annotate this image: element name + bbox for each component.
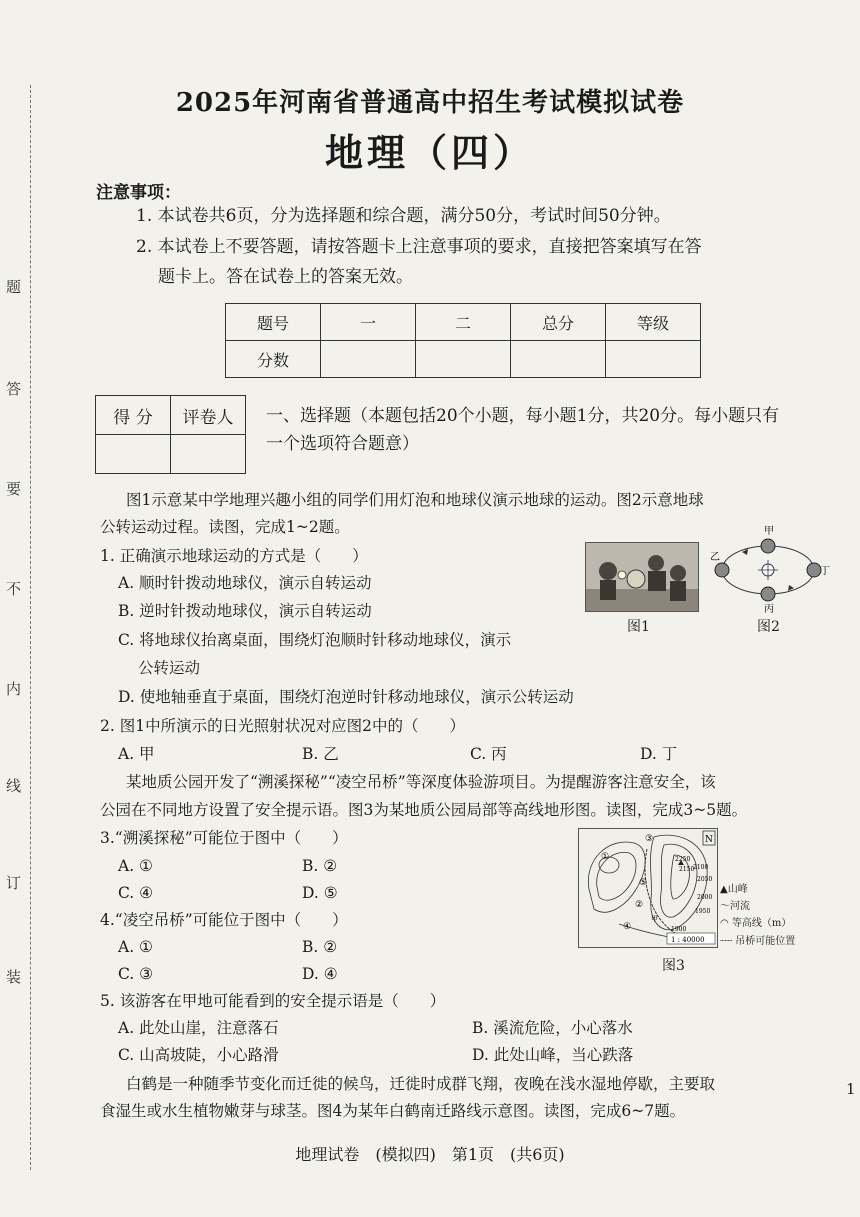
question-5-option-a[interactable]: A. 此处山崖，注意落石 xyxy=(118,1019,279,1037)
intro-q6-7: 白鹤是一种随季节变化而迁徙的候鸟，迁徙时成群飞翔，夜晚在浅水湿地停歇，主要取 xyxy=(126,1075,716,1093)
score-cell[interactable] xyxy=(606,341,701,378)
binding-char: 要 xyxy=(6,480,22,498)
question-3-option-b[interactable]: B. ② xyxy=(302,857,338,875)
exam-title: 2025年河南省普通高中招生考试模拟试卷 xyxy=(175,88,685,118)
intro-q6-7-cont: 食湿生或水生植物嫩芽与球茎。图4为某年白鹤南迁路线示意图。读图，完成6~7题。 xyxy=(100,1102,686,1120)
marker-3: ③ xyxy=(645,834,654,844)
marker-2: ② xyxy=(635,900,644,910)
classroom-demo-image xyxy=(586,543,698,611)
north-arrow-label: N xyxy=(705,835,713,845)
figure-1-caption: 图1 xyxy=(627,619,650,635)
bridge-line-icon: ┈┈ xyxy=(720,936,736,947)
question-2-option-c[interactable]: C. 丙 xyxy=(470,745,507,763)
grader-table xyxy=(95,395,246,474)
grader-name-cell[interactable] xyxy=(171,435,246,474)
question-4-option-a[interactable]: A. ① xyxy=(118,938,153,956)
notice-heading: 注意事项： xyxy=(96,183,181,203)
intro-q1-2: 图1示意某中学地理兴趣小组的同学们用灯泡和地球仪演示地球的运动。图2示意地球 xyxy=(126,491,704,509)
question-1-stem: 1. 正确演示地球运动的方式是（ ） xyxy=(100,547,368,565)
contour-label: 1950 xyxy=(695,908,711,915)
question-2-stem: 2. 图1中所演示的日光照射状况对应图2中的（ ） xyxy=(100,717,465,735)
question-2-option-d[interactable]: D. 丁 xyxy=(640,745,678,763)
intro-q3-5-cont: 公园在不同地方设置了安全提示语。图3为某地质公园局部等高线地形图。读图，完成3~5题。 xyxy=(100,801,748,819)
question-1-option-c[interactable]: C. 将地球仪抬离桌面，围绕灯泡顺时针移动地球仪，演示 xyxy=(118,631,512,649)
score-cell[interactable] xyxy=(511,341,606,378)
score-header-cell: 题号 xyxy=(226,304,321,341)
binding-char: 答 xyxy=(6,380,22,398)
figure-3-caption: 图3 xyxy=(662,958,685,974)
marker-4: ④ xyxy=(623,922,632,932)
contour-label: 1900 xyxy=(671,926,687,933)
intro-q1-2-cont: 公转运动过程。读图，完成1~2题。 xyxy=(100,518,350,536)
question-2-option-a[interactable]: A. 甲 xyxy=(118,745,155,763)
notice-item-2-cont: 题卡上。答在试卷上的答案无效。 xyxy=(158,267,413,287)
question-5-option-d[interactable]: D. 此处山峰，当心跌落 xyxy=(472,1046,634,1064)
contour-label: 2150 xyxy=(679,866,695,873)
grader-score-cell[interactable] xyxy=(96,435,171,474)
binding-char: 题 xyxy=(6,278,22,296)
figure-2-orbit-diagram xyxy=(708,522,828,614)
binding-char: 内 xyxy=(6,680,22,698)
map-scale: 1 : 40000 xyxy=(671,936,705,944)
legend-contour-text: 等高线（m） xyxy=(731,918,792,929)
question-4-option-c[interactable]: C. ③ xyxy=(118,965,154,983)
edge-page-number: 1 xyxy=(846,1080,856,1098)
legend-river: 〜河流 xyxy=(720,901,750,912)
figure-2-caption: 图2 xyxy=(757,619,780,635)
question-3-stem: 3.“溯溪探秘”可能位于图中（ ） xyxy=(100,829,348,847)
score-cell[interactable] xyxy=(321,341,416,378)
binding-char: 不 xyxy=(6,580,22,598)
orbit-label-yi: 乙 xyxy=(710,552,720,563)
subject-title: 地理（四） xyxy=(324,130,535,175)
question-3-option-a[interactable]: A. ① xyxy=(118,857,153,875)
question-3-option-d[interactable]: D. ⑤ xyxy=(302,884,338,902)
binding-char: 线 xyxy=(6,777,22,795)
question-1-option-b[interactable]: B. 逆时针拨动地球仪，演示自转运动 xyxy=(118,602,372,620)
question-5-stem: 5. 该游客在甲地可能看到的安全提示语是（ ） xyxy=(100,992,446,1010)
question-1-option-d[interactable]: D. 使地轴垂直于桌面，围绕灯泡逆时针移动地球仪，演示公转运动 xyxy=(118,688,574,706)
intro-q3-5: 某地质公园开发了“溯溪探秘”“凌空吊桥”等深度体验游项目。为提醒游客注意安全，该 xyxy=(126,773,716,791)
contour-label: 2250 xyxy=(675,856,691,863)
score-header-cell: 二 xyxy=(416,304,511,341)
contour-label: 2100 xyxy=(693,864,709,871)
question-1-option-a[interactable]: A. 顺时针拨动地球仪，演示自转运动 xyxy=(118,574,372,592)
question-4-option-b[interactable]: B. ② xyxy=(302,938,338,956)
point-jia-label: 甲 xyxy=(651,915,658,923)
section-1-heading-cont: 一个选项符合题意） xyxy=(266,434,419,454)
binding-char: 订 xyxy=(6,874,22,892)
question-5-option-c[interactable]: C. 山高坡陡，小心路滑 xyxy=(118,1046,279,1064)
figure-1-photo xyxy=(585,542,699,612)
marker-1: ① xyxy=(601,852,610,862)
legend-bridge-text: 吊桥可能位置 xyxy=(735,936,796,947)
question-2-option-b[interactable]: B. 乙 xyxy=(302,745,339,763)
question-5-option-b[interactable]: B. 溪流危险，小心落水 xyxy=(472,1019,633,1037)
score-header-cell: 总分 xyxy=(511,304,606,341)
orbit-label-jia: 甲 xyxy=(764,526,774,537)
score-header-cell: 一 xyxy=(321,304,416,341)
score-header-cell: 等级 xyxy=(606,304,701,341)
question-4-option-d[interactable]: D. ④ xyxy=(302,965,338,983)
contour-label: 2000 xyxy=(697,894,713,901)
grader-name-label: 评卷人 xyxy=(171,396,246,435)
question-1-option-c-cont: 公转运动 xyxy=(138,659,201,677)
figure-3-contour-map xyxy=(578,828,718,948)
score-row-label: 分数 xyxy=(226,341,321,378)
page-footer: 地理试卷 (模拟四) 第1页 (共6页) xyxy=(295,1145,565,1164)
grader-score-label: 得 分 xyxy=(96,396,171,435)
question-4-stem: 4.“凌空吊桥”可能位于图中（ ） xyxy=(100,911,348,929)
question-3-option-c[interactable]: C. ④ xyxy=(118,884,154,902)
binding-char: 装 xyxy=(6,968,22,986)
orbit-label-ding: 丁 xyxy=(820,566,830,577)
orbit-label-bing: 丙 xyxy=(764,604,774,615)
contour-map-svg xyxy=(579,829,717,947)
score-cell[interactable] xyxy=(416,341,511,378)
contour-label: 2050 xyxy=(697,876,713,883)
legend-peak: ▲山峰 xyxy=(720,884,748,895)
contour-icon: ◠ xyxy=(720,918,732,929)
notice-item-1: 1. 本试卷共6页，分为选择题和综合题，满分50分，考试时间50分钟。 xyxy=(136,206,671,226)
legend-bridge xyxy=(720,932,795,947)
score-table xyxy=(225,303,701,378)
legend-contour xyxy=(720,914,791,929)
binding-line xyxy=(30,85,31,1170)
notice-item-2: 2. 本试卷上不要答题，请按答题卡上注意事项的要求，直接把答案填写在答 xyxy=(136,237,702,257)
section-1-heading: 一、选择题（本题包括20个小题，每小题1分，共20分。每小题只有 xyxy=(266,406,780,426)
marker-5: ⑤ xyxy=(639,878,648,888)
